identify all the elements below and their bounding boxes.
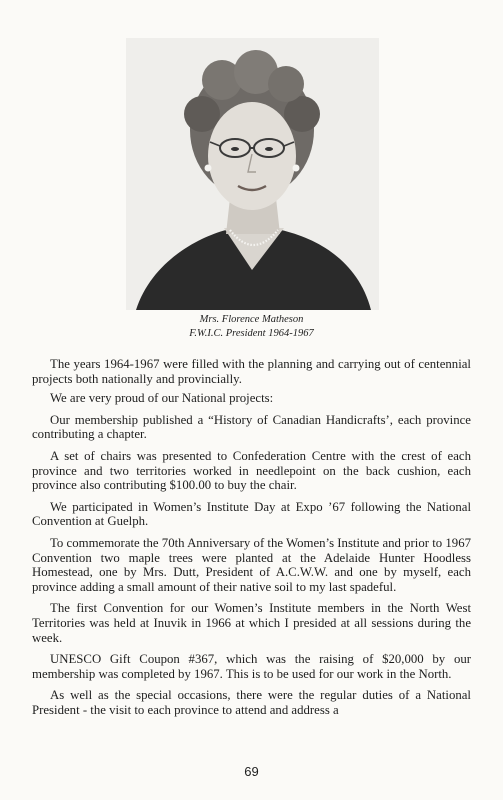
body-text	[32, 357, 471, 724]
paragraph: The first Convention for our Women’s Institute members in the North West Territories was held at Inuvik in 1966 at which I presided at all sessions during the week.	[32, 601, 471, 645]
paragraph: A set of chairs was presented to Confederation Centre with the crest of each province and two territories worked in needlepoint on the back cushion, each province also contributing $100.00 to buy the chair.	[32, 448, 471, 493]
caption-name: Mrs. Florence Matheson	[199, 314, 304, 325]
paragraph: We are very proud of our National projects:	[50, 391, 274, 406]
paragraph: UNESCO Gift Coupon #367, which was the raising of $20,000 by our membership was completed by 1967. This is to be used for our work in the North.	[32, 652, 471, 681]
paragraph: We participated in Women’s Institute Day at Expo ’67 following the National Convention at Guelph.	[32, 499, 471, 529]
paragraph: As well as the special occasions, there were the regular duties of a National President - the visit to each province to attend and address a	[32, 688, 471, 717]
paragraph: The years 1964-1967 were filled with the planning and carrying out of centennial projects both nationally and provincially.	[32, 357, 471, 386]
paragraph: To commemorate the 70th Anniversary of the Women’s Institute and prior to 1967 Convention two maple trees were planted at the Adelaide Hunter Hoodless Homestead, one by Mrs. Dutt, President of A.C.W.W. and one by myself, each province adding a small amount of their native soil to my last spadeful.	[32, 535, 471, 594]
caption-title: F.W.I.C. President 1964-1967	[189, 328, 314, 339]
photo-caption	[0, 313, 503, 341]
portrait-photo	[126, 38, 379, 310]
page-number: 69	[244, 764, 259, 779]
paragraph: Our membership published a “History of Canadian Handicrafts’, each province contributing a chapter.	[32, 412, 471, 442]
